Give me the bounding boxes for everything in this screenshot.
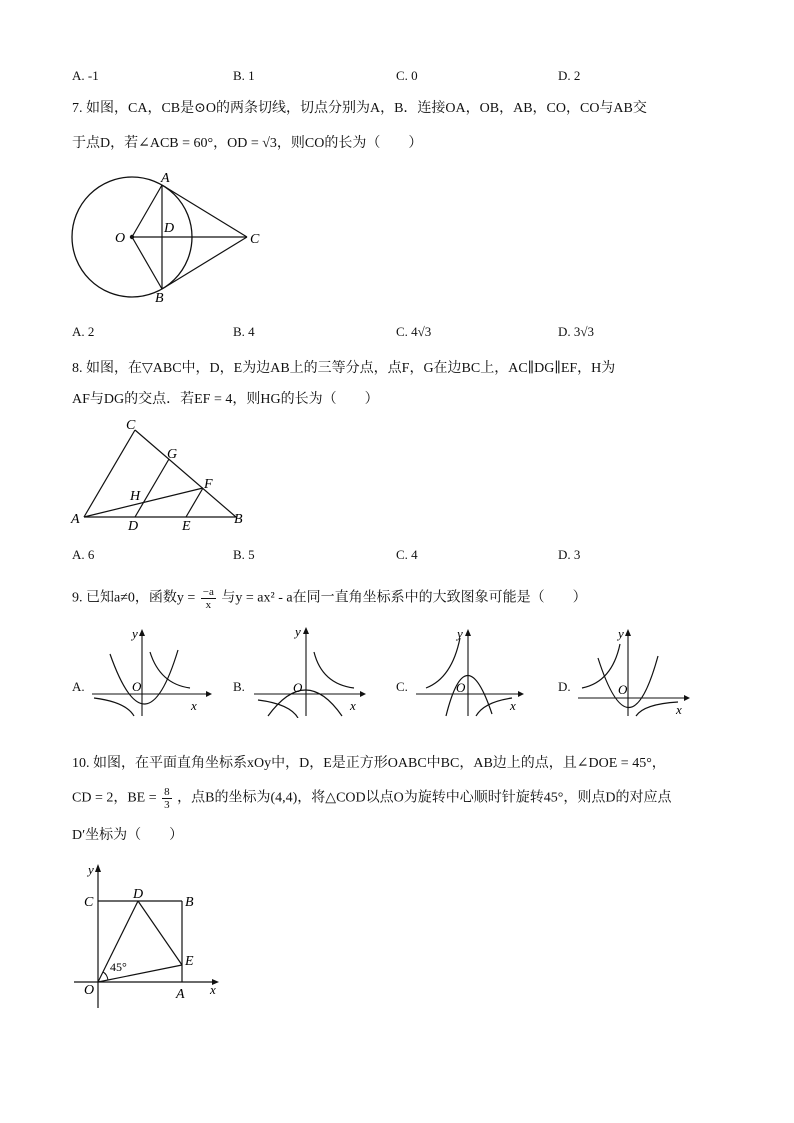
q9b-y-arrow bbox=[303, 627, 309, 634]
q9a-y-label: y bbox=[132, 626, 138, 641]
q10-line-de bbox=[138, 901, 182, 965]
q9b-x-arrow bbox=[360, 691, 366, 697]
q9-stem-prefix: 9. 已知a≠0，函数y = bbox=[72, 590, 196, 606]
q8-line-ac bbox=[84, 430, 135, 517]
q8-option-c: C. 4 bbox=[396, 547, 418, 562]
q10-y-arrow bbox=[95, 864, 101, 872]
q8-option-a: A. 6 bbox=[72, 547, 95, 562]
q9d-origin-label: O bbox=[618, 682, 628, 697]
q10-stem-line3: D′坐标为（ ） bbox=[72, 828, 184, 843]
q10-fraction bbox=[162, 786, 172, 811]
q7-figure bbox=[66, 168, 270, 308]
q10-angle-arc bbox=[103, 972, 108, 980]
q9-graph-a-label: A. bbox=[72, 679, 85, 694]
q9b-hyperbola-left bbox=[258, 700, 298, 718]
q9d-y-arrow bbox=[625, 629, 631, 636]
q9-fraction-numerator: −a bbox=[202, 586, 214, 598]
q9-graph-b-label: B. bbox=[233, 679, 245, 694]
q9c-y-arrow bbox=[465, 629, 471, 636]
q7-stem-line1: 7. 如图，CA，CB是⊙O的两条切线，切点分别为A，B．连接OA，OB，AB，CO，CO与AB交 bbox=[72, 101, 647, 116]
q10-label-y: y bbox=[88, 862, 94, 877]
q8-label-f: F bbox=[204, 477, 213, 492]
q9-graph-d-label: D. bbox=[558, 679, 571, 694]
q7-label-a: A bbox=[161, 171, 170, 186]
q7-label-b: B bbox=[155, 291, 164, 306]
q7-line-bc bbox=[162, 237, 247, 289]
q9b-hyperbola-right bbox=[314, 652, 354, 688]
q9-graph-a bbox=[88, 626, 213, 718]
q9a-parabola bbox=[110, 650, 178, 704]
q9-stem bbox=[72, 586, 587, 611]
q7-stem-line2: 于点D，若∠ACB = 60°，OD = √3，则CO的长为（ ） bbox=[72, 136, 423, 151]
q9c-y-label: y bbox=[457, 626, 463, 641]
q9-stem-suffix: 与y = ax² - a在同一直角坐标系中的大致图象可能是（ ） bbox=[221, 590, 587, 606]
q10-fraction-numerator: 8 bbox=[164, 786, 170, 798]
q9c-x-label: x bbox=[510, 698, 516, 713]
q10-label-o: O bbox=[84, 983, 95, 998]
q8-figure bbox=[66, 414, 256, 536]
q10-label-b: B bbox=[185, 895, 194, 910]
q7-center-dot bbox=[130, 235, 134, 239]
q9d-x-label: x bbox=[676, 702, 682, 717]
q9c-parabola bbox=[446, 675, 492, 716]
q9a-x-label: x bbox=[191, 698, 197, 713]
q7-label-o: O bbox=[115, 231, 126, 246]
q9c-hyperbola-left bbox=[426, 638, 460, 688]
q8-label-d: D bbox=[128, 519, 139, 534]
q10-stem-line2 bbox=[72, 786, 671, 811]
q7-option-a: A. 2 bbox=[72, 324, 95, 339]
q6-option-b: B. 1 bbox=[233, 68, 255, 83]
q8-line-ef bbox=[186, 488, 203, 517]
q7-label-c: C bbox=[250, 232, 260, 247]
q9c-hyperbola-right bbox=[476, 698, 512, 716]
q9-graph-d bbox=[574, 626, 692, 718]
q8-option-b: B. 5 bbox=[233, 547, 255, 562]
q9a-hyperbola-right bbox=[150, 652, 190, 688]
q10-label-c: C bbox=[84, 895, 94, 910]
q8-label-a: A bbox=[71, 512, 80, 527]
q6-option-a: A. -1 bbox=[72, 68, 99, 83]
q8-label-g: G bbox=[167, 447, 178, 462]
q9c-x-arrow bbox=[518, 691, 524, 697]
q8-label-b: B bbox=[234, 512, 243, 527]
q9-graph-b bbox=[250, 624, 368, 718]
q10-label-e: E bbox=[185, 954, 194, 969]
q8-stem-line1: 8. 如图，在▽ABC中，D，E为边AB上的三等分点，点F，G在边BC上，AC∥DG∥EF，H为 bbox=[72, 361, 616, 376]
q9d-hyperbola-right bbox=[636, 702, 678, 716]
q10-stem-line2-b: ，点B的坐标为(4,4)，将△COD以点O为旋转中心顺时针旋转45°，则点D的对应点 bbox=[177, 790, 672, 806]
q9-fraction-denominator: x bbox=[205, 599, 212, 611]
q10-stem-line1: 10. 如图，在平面直角坐标系xOy中，D，E是正方形OABC中BC，AB边上的点，且∠DOE = 45°， bbox=[72, 756, 666, 771]
q9a-origin-label: O bbox=[132, 679, 142, 694]
q9a-x-arrow bbox=[206, 691, 212, 697]
q8-stem-line2: AF与DG的交点．若EF = 4，则HG的长为（ ） bbox=[72, 392, 379, 407]
q10-label-a: A bbox=[176, 987, 185, 1002]
q7-option-c: C. 4√3 bbox=[396, 324, 432, 339]
q8-option-d: D. 3 bbox=[558, 547, 581, 562]
q9-graph-c bbox=[412, 626, 526, 718]
q7-option-d: D. 3√3 bbox=[558, 324, 595, 339]
q8-line-cb bbox=[135, 430, 236, 517]
q9c-origin-label: O bbox=[456, 680, 466, 695]
q8-line-af bbox=[84, 488, 203, 517]
q10-stem-line2-a: CD = 2，BE = bbox=[72, 790, 157, 806]
q7-label-d: D bbox=[164, 221, 175, 236]
q9d-y-label: y bbox=[618, 626, 624, 641]
q9-graph-c-label: C. bbox=[396, 679, 408, 694]
q9b-x-label: x bbox=[350, 698, 356, 713]
q6-option-d: D. 2 bbox=[558, 68, 581, 83]
q8-label-e: E bbox=[182, 519, 191, 534]
q9a-y-arrow bbox=[139, 629, 145, 636]
q7-line-oa bbox=[132, 185, 162, 237]
q9d-x-arrow bbox=[684, 695, 690, 701]
q10-figure bbox=[70, 858, 230, 1014]
q8-label-h: H bbox=[130, 489, 141, 504]
q7-line-ac bbox=[162, 185, 247, 237]
q10-fraction-denominator: 3 bbox=[164, 799, 170, 811]
q9-fraction bbox=[201, 586, 216, 611]
q8-line-dg bbox=[135, 459, 169, 517]
q9b-origin-label: O bbox=[293, 680, 303, 695]
q6-option-c: C. 0 bbox=[396, 68, 418, 83]
q9a-hyperbola-left bbox=[94, 698, 134, 716]
q10-label-x: x bbox=[210, 982, 216, 997]
q9b-y-label: y bbox=[295, 624, 301, 639]
q10-label-d: D bbox=[133, 887, 144, 902]
q7-line-ob bbox=[132, 237, 162, 289]
q10-angle-label: 45° bbox=[110, 960, 127, 974]
q8-label-c: C bbox=[126, 418, 136, 433]
q7-option-b: B. 4 bbox=[233, 324, 255, 339]
